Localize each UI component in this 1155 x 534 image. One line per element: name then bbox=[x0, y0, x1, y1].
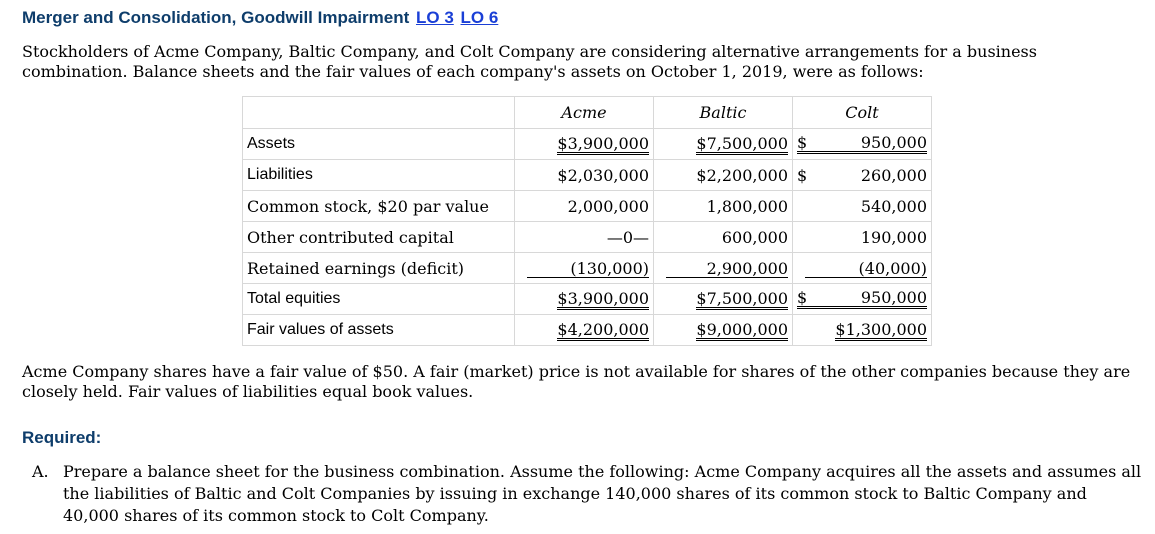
colt-retained-earnings: (40,000) bbox=[805, 260, 927, 278]
baltic-common-stock: 1,800,000 bbox=[654, 191, 793, 222]
table-row bbox=[243, 129, 932, 160]
balance-sheet-table bbox=[242, 96, 932, 346]
colt-other-capital: 190,000 bbox=[793, 222, 932, 253]
table-row bbox=[243, 222, 932, 253]
row-label-retained-earnings: Retained earnings (deficit) bbox=[243, 253, 515, 284]
colt-common-stock: 540,000 bbox=[793, 191, 932, 222]
baltic-total-equities: $7,500,000 bbox=[696, 288, 788, 308]
required-item-a bbox=[22, 461, 1147, 527]
row-label-liabilities: Liabilities bbox=[243, 160, 515, 191]
acme-common-stock: 2,000,000 bbox=[515, 191, 654, 222]
row-label-fair-values: Fair values of assets bbox=[243, 315, 515, 346]
required-item-marker: A. bbox=[32, 462, 49, 481]
acme-other-capital: —0— bbox=[515, 222, 654, 253]
table-header-row bbox=[243, 97, 932, 129]
table-row bbox=[243, 284, 932, 315]
header-blank bbox=[243, 97, 515, 129]
required-heading: Required: bbox=[22, 428, 102, 447]
colt-liabilities: 260,000 bbox=[860, 165, 927, 185]
acme-total-equities: $3,900,000 bbox=[557, 288, 649, 308]
row-label-other-capital: Other contributed capital bbox=[243, 222, 515, 253]
heading-title: Merger and Consolidation, Goodwill Impairment bbox=[22, 8, 410, 27]
baltic-liabilities: $2,200,000 bbox=[654, 160, 793, 191]
table-row bbox=[243, 160, 932, 191]
baltic-assets: $7,500,000 bbox=[696, 133, 788, 153]
required-item-text: Prepare a balance sheet for the business combination. Assume the following: Acme Company acquires all the assets and assumes all the liabilities of Baltic and Colt Companies by issuing in exchange 140,000 shares of its common stock to Baltic Company and 40,000 shares of its common stock to Colt Company. bbox=[63, 462, 1142, 525]
table-row bbox=[243, 253, 932, 284]
colt-liabilities-sign: $ bbox=[797, 165, 808, 185]
row-label-common-stock: Common stock, $20 par value bbox=[243, 191, 515, 222]
colt-total-equities: 950,000 bbox=[860, 288, 927, 307]
colt-assets: 950,000 bbox=[860, 133, 927, 152]
colt-assets-sign: $ bbox=[797, 133, 808, 152]
intro-paragraph: Stockholders of Acme Company, Baltic Company, and Colt Company are considering alternative arrangements for a business combination. Balance sheets and the fair values of each company's assets on October 1, 2019, were as follows: bbox=[22, 42, 1037, 81]
section-heading bbox=[22, 8, 498, 28]
header-colt: Colt bbox=[793, 97, 932, 129]
table-row bbox=[243, 315, 932, 346]
lo3-link[interactable]: LO 3 bbox=[415, 8, 454, 27]
baltic-fair-value: $9,000,000 bbox=[696, 319, 788, 339]
baltic-other-capital: 600,000 bbox=[654, 222, 793, 253]
lo6-link[interactable]: LO 6 bbox=[460, 8, 499, 27]
after-table-paragraph: Acme Company shares have a fair value of $50. A fair (market) price is not available for shares of the other companies because they are closely held. Fair values of liabilities equal book values. bbox=[22, 362, 1131, 401]
acme-assets: $3,900,000 bbox=[557, 133, 649, 153]
row-label-total-equities: Total equities bbox=[243, 284, 515, 315]
header-baltic: Baltic bbox=[654, 97, 793, 129]
header-acme: Acme bbox=[515, 97, 654, 129]
acme-fair-value: $4,200,000 bbox=[557, 319, 649, 339]
baltic-retained-earnings: 2,900,000 bbox=[666, 260, 788, 278]
colt-fair-value: $1,300,000 bbox=[835, 319, 927, 339]
acme-retained-earnings: (130,000) bbox=[527, 260, 649, 278]
acme-liabilities: $2,030,000 bbox=[515, 160, 654, 191]
row-label-assets: Assets bbox=[243, 129, 515, 160]
table-row bbox=[243, 191, 932, 222]
colt-total-equities-sign: $ bbox=[797, 288, 808, 307]
